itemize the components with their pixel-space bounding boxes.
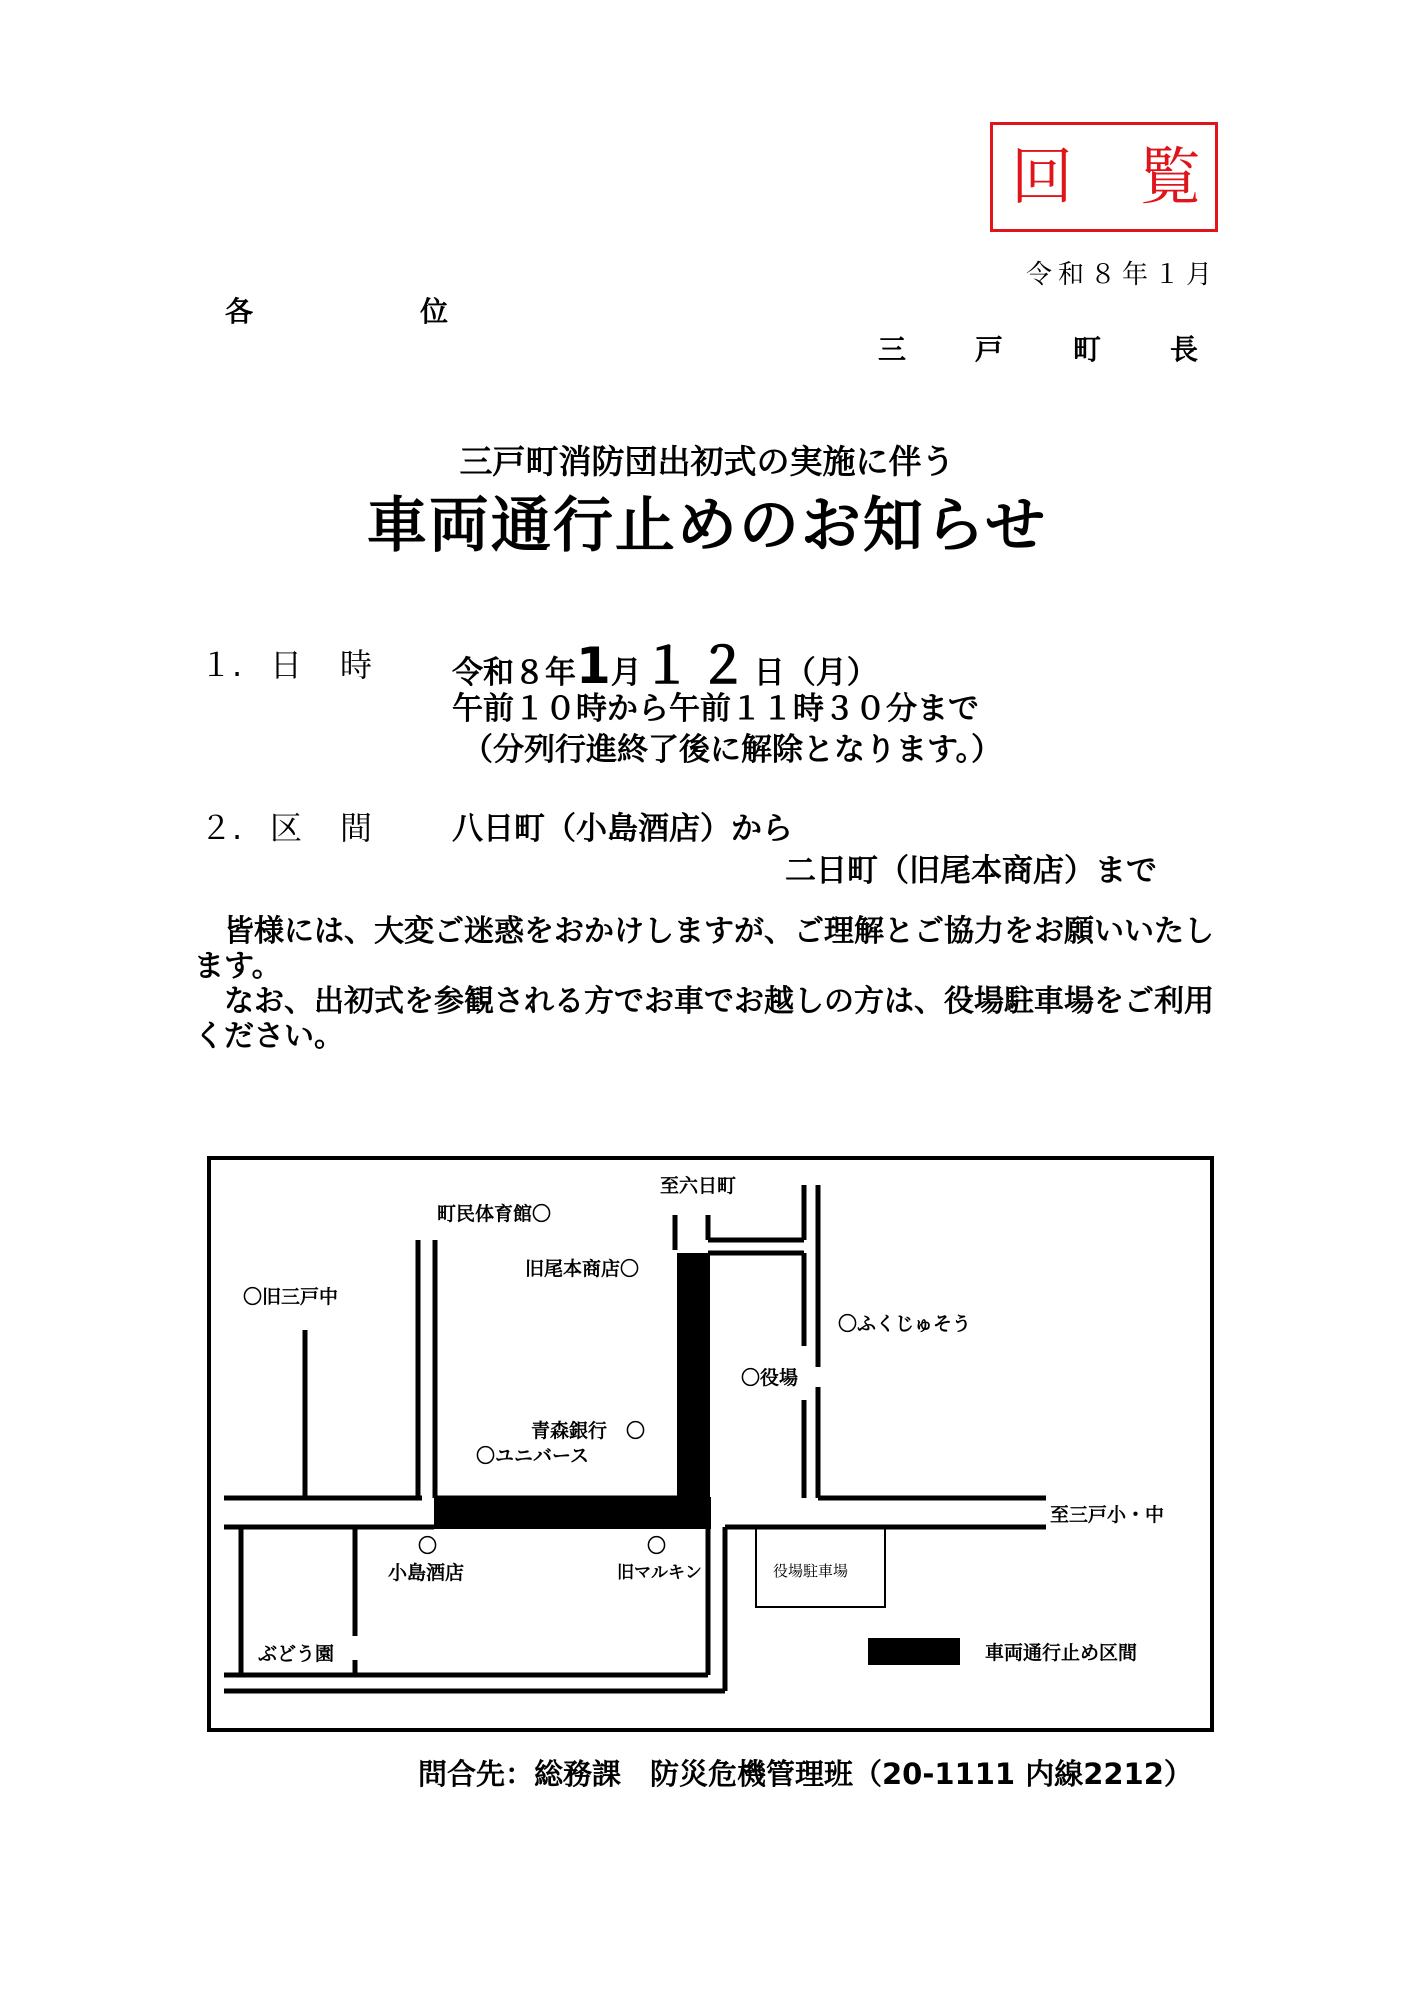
label-old-omoto-store: 旧尾本商店〇 bbox=[525, 1258, 640, 1280]
label-aomori-bank: 青森銀行 〇 bbox=[531, 1420, 646, 1442]
closure-map bbox=[207, 1155, 1217, 1735]
date-month: 1 bbox=[576, 637, 611, 695]
date-weekday: （月） bbox=[784, 655, 878, 691]
subtitle: 三戸町消防団出初式の実施に伴う bbox=[459, 442, 955, 481]
item-1-label-a: 日 bbox=[270, 646, 303, 684]
stamp-char-ran: 覧 bbox=[1138, 140, 1201, 213]
label-old-sannohe-jhs: 〇旧三戸中 bbox=[243, 1286, 339, 1308]
legend-swatch bbox=[868, 1638, 960, 1665]
sender-char-1: 三 bbox=[878, 333, 907, 366]
marker-kojima: 〇 bbox=[418, 1535, 438, 1557]
label-old-marukin: 旧マルキン bbox=[617, 1563, 702, 1583]
event-note: （分列行進終了後に解除となります。） bbox=[462, 732, 1003, 768]
item-2-number: ２. bbox=[200, 809, 243, 847]
item-2-label-b: 間 bbox=[340, 809, 373, 847]
section-to: 二日町（旧尾本商店）まで bbox=[785, 853, 1157, 889]
closed-road-section bbox=[434, 1253, 711, 1529]
label-parking: 役場駐車場 bbox=[773, 1562, 849, 1580]
circulation-stamp bbox=[990, 122, 1218, 232]
item-2-label-a: 区 bbox=[270, 809, 303, 847]
contact-info: 問合先：総務課 防災危機管理班（20-1111 内線2212） bbox=[418, 1757, 1193, 1791]
addressee-char-1: 各 bbox=[225, 295, 254, 328]
label-vineyard: ぶどう園 bbox=[258, 1643, 335, 1665]
notice-paragraph-2: なお、出初式を参観される方でお車でお越しの方は、役場駐車場をご利用ください。 bbox=[194, 984, 1214, 1054]
page-title: 車両通行止めのお知らせ bbox=[366, 491, 1048, 561]
issue-date: 令和８年１月 bbox=[1025, 260, 1218, 290]
label-to-muikamachi: 至六日町 bbox=[660, 1175, 737, 1197]
map-legend bbox=[868, 1638, 1137, 1665]
date-prefix: 令和８年 bbox=[452, 655, 576, 691]
notice-paragraph-1: 皆様には、大変ご迷惑をおかけしますが、ご理解とご協力をお願いいたします。 bbox=[194, 914, 1214, 984]
date-day-unit: 日 bbox=[753, 655, 785, 691]
addressee-char-2: 位 bbox=[420, 295, 449, 328]
event-time: 午前１０時から午前１１時３０分まで bbox=[452, 691, 979, 727]
legend-label: 車両通行止め区間 bbox=[985, 1642, 1138, 1664]
sender-char-3: 町 bbox=[1073, 333, 1102, 366]
label-universe: 〇ユニバース bbox=[476, 1445, 590, 1467]
item-1-number: １. bbox=[200, 646, 243, 684]
item-1-label-b: 時 bbox=[340, 646, 373, 684]
section-from: 八日町（小島酒店）から bbox=[452, 811, 793, 847]
label-kojima-store: 小島酒店 bbox=[388, 1562, 465, 1584]
label-to-school: 至三戸小・中 bbox=[1050, 1504, 1165, 1526]
stamp-char-kai: 回 bbox=[1011, 140, 1074, 213]
label-town-hall: 〇役場 bbox=[741, 1367, 799, 1389]
date-day: １２ bbox=[641, 637, 754, 695]
sender-char-4: 長 bbox=[1170, 333, 1199, 366]
date-month-unit: 月 bbox=[610, 655, 642, 691]
label-fukujuso: 〇ふくじゅそう bbox=[838, 1313, 972, 1335]
marker-marukin: 〇 bbox=[647, 1535, 667, 1557]
label-town-gym: 町民体育館〇 bbox=[437, 1203, 552, 1225]
sender-char-2: 戸 bbox=[975, 333, 1004, 366]
